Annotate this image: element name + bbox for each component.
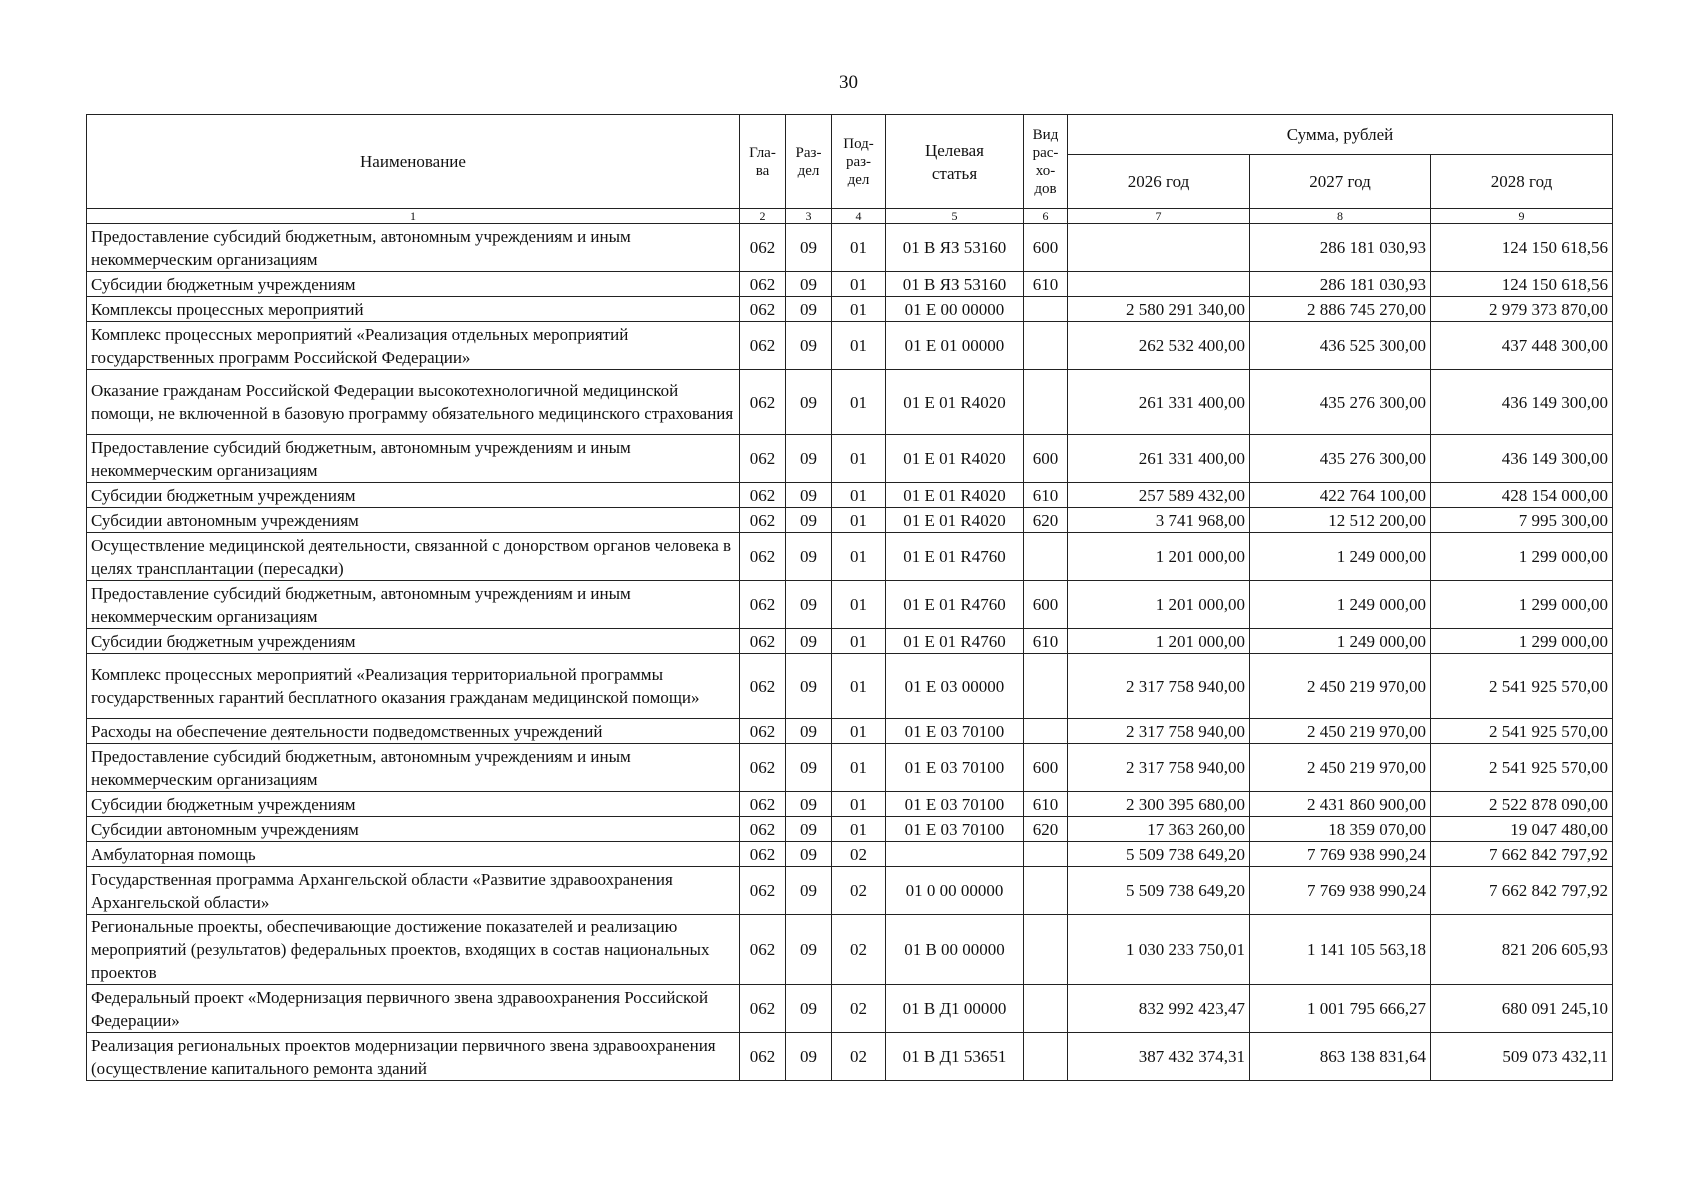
cell-glava: 062 — [740, 272, 786, 297]
cell-celevaya: 01 Е 01 R4020 — [886, 370, 1024, 435]
cell-name: Государственная программа Архангельской области «Развитие здравоохранения Архангельской области» — [87, 867, 740, 915]
cell-name: Реализация региональных проектов модернизации первичного звена здравоохранения (осуществление капитального ремонта зданий — [87, 1033, 740, 1081]
cell-razdel: 09 — [786, 581, 832, 629]
cell-2028: 19 047 480,00 — [1431, 817, 1613, 842]
cell-celevaya: 01 Е 01 R4760 — [886, 581, 1024, 629]
cell-podrazdel: 01 — [832, 533, 886, 581]
cell-vid: 600 — [1024, 435, 1068, 483]
cell-name: Субсидии бюджетным учреждениям — [87, 629, 740, 654]
cell-podrazdel: 01 — [832, 654, 886, 719]
cell-2027: 7 769 938 990,24 — [1250, 842, 1431, 867]
cell-2027: 286 181 030,93 — [1250, 224, 1431, 272]
table-row — [87, 842, 1613, 867]
header-glava: Гла- ва — [740, 115, 786, 209]
cell-2026: 832 992 423,47 — [1068, 985, 1250, 1033]
cell-podrazdel: 01 — [832, 719, 886, 744]
cell-2027: 7 769 938 990,24 — [1250, 867, 1431, 915]
cell-glava: 062 — [740, 297, 786, 322]
cell-celevaya: 01 Е 03 70100 — [886, 792, 1024, 817]
cell-2027: 1 141 105 563,18 — [1250, 915, 1431, 985]
header-vid: Вид рас- хо- дов — [1024, 115, 1068, 209]
cell-2028: 2 979 373 870,00 — [1431, 297, 1613, 322]
cell-name: Комплекс процессных мероприятий «Реализация отдельных мероприятий государственных программ Российской Федерации» — [87, 322, 740, 370]
cell-vid: 600 — [1024, 224, 1068, 272]
cell-2028: 428 154 000,00 — [1431, 483, 1613, 508]
cell-vid — [1024, 985, 1068, 1033]
cell-2026: 2 317 758 940,00 — [1068, 719, 1250, 744]
cell-name: Комплекс процессных мероприятий «Реализация территориальной программы государственных гарантий бесплатного оказания гражданам медицинской помощи» — [87, 654, 740, 719]
cell-name: Субсидии бюджетным учреждениям — [87, 483, 740, 508]
cell-podrazdel: 01 — [832, 322, 886, 370]
cell-vid: 610 — [1024, 272, 1068, 297]
cell-razdel: 09 — [786, 483, 832, 508]
table-row — [87, 654, 1613, 719]
cell-name: Субсидии бюджетным учреждениям — [87, 792, 740, 817]
cell-razdel: 09 — [786, 533, 832, 581]
cell-glava: 062 — [740, 508, 786, 533]
cell-vid — [1024, 533, 1068, 581]
cell-podrazdel: 01 — [832, 744, 886, 792]
table-row — [87, 867, 1613, 915]
cell-glava: 062 — [740, 817, 786, 842]
cell-celevaya: 01 В ЯЗ 53160 — [886, 272, 1024, 297]
cell-2026: 5 509 738 649,20 — [1068, 842, 1250, 867]
cell-name: Предоставление субсидий бюджетным, автономным учреждениям и иным некоммерческим организациям — [87, 581, 740, 629]
cell-celevaya: 01 Е 01 00000 — [886, 322, 1024, 370]
cell-name: Предоставление субсидий бюджетным, автономным учреждениям и иным некоммерческим организациям — [87, 744, 740, 792]
cell-glava: 062 — [740, 654, 786, 719]
cell-vid — [1024, 322, 1068, 370]
cell-2026: 261 331 400,00 — [1068, 370, 1250, 435]
cell-glava: 062 — [740, 744, 786, 792]
cell-celevaya: 01 Е 03 70100 — [886, 744, 1024, 792]
cell-glava: 062 — [740, 842, 786, 867]
cell-2027: 1 249 000,00 — [1250, 629, 1431, 654]
table-row — [87, 322, 1613, 370]
cell-2027: 436 525 300,00 — [1250, 322, 1431, 370]
column-number: 9 — [1431, 209, 1613, 224]
cell-razdel: 09 — [786, 1033, 832, 1081]
cell-vid: 600 — [1024, 581, 1068, 629]
header-razdel: Раз- дел — [786, 115, 832, 209]
cell-podrazdel: 01 — [832, 370, 886, 435]
cell-celevaya: 01 Е 03 70100 — [886, 719, 1024, 744]
cell-razdel: 09 — [786, 654, 832, 719]
cell-celevaya — [886, 842, 1024, 867]
table-row — [87, 272, 1613, 297]
table-row — [87, 533, 1613, 581]
cell-celevaya: 01 0 00 00000 — [886, 867, 1024, 915]
cell-2027: 2 450 219 970,00 — [1250, 744, 1431, 792]
cell-2028: 1 299 000,00 — [1431, 629, 1613, 654]
cell-podrazdel: 02 — [832, 842, 886, 867]
cell-podrazdel: 01 — [832, 297, 886, 322]
table-row — [87, 915, 1613, 985]
column-number: 1 — [87, 209, 740, 224]
cell-vid: 620 — [1024, 508, 1068, 533]
cell-2026: 1 201 000,00 — [1068, 629, 1250, 654]
cell-razdel: 09 — [786, 985, 832, 1033]
cell-razdel: 09 — [786, 719, 832, 744]
cell-glava: 062 — [740, 915, 786, 985]
table-row — [87, 370, 1613, 435]
table-row — [87, 435, 1613, 483]
cell-name: Субсидии бюджетным учреждениям — [87, 272, 740, 297]
cell-name: Осуществление медицинской деятельности, связанной с донорством органов человека в целях трансплантации (пересадки) — [87, 533, 740, 581]
cell-podrazdel: 02 — [832, 1033, 886, 1081]
cell-name: Субсидии автономным учреждениям — [87, 817, 740, 842]
cell-celevaya: 01 Е 01 R4020 — [886, 435, 1024, 483]
cell-podrazdel: 01 — [832, 581, 886, 629]
table-row — [87, 508, 1613, 533]
column-number: 3 — [786, 209, 832, 224]
header-name: Наименование — [87, 115, 740, 209]
cell-name: Предоставление субсидий бюджетным, автономным учреждениям и иным некоммерческим организациям — [87, 224, 740, 272]
cell-2028: 1 299 000,00 — [1431, 533, 1613, 581]
cell-2028: 2 541 925 570,00 — [1431, 654, 1613, 719]
cell-razdel: 09 — [786, 224, 832, 272]
cell-name: Субсидии автономным учреждениям — [87, 508, 740, 533]
column-number: 7 — [1068, 209, 1250, 224]
header-2028: 2028 год — [1431, 155, 1613, 209]
cell-glava: 062 — [740, 792, 786, 817]
cell-glava: 062 — [740, 867, 786, 915]
cell-2026: 2 300 395 680,00 — [1068, 792, 1250, 817]
cell-celevaya: 01 В ЯЗ 53160 — [886, 224, 1024, 272]
header-celevaya: Целевая статья — [886, 115, 1024, 209]
cell-2028: 821 206 605,93 — [1431, 915, 1613, 985]
cell-celevaya: 01 Е 03 00000 — [886, 654, 1024, 719]
cell-2026 — [1068, 272, 1250, 297]
cell-podrazdel: 02 — [832, 867, 886, 915]
column-number: 2 — [740, 209, 786, 224]
cell-2028: 7 662 842 797,92 — [1431, 842, 1613, 867]
cell-vid: 610 — [1024, 483, 1068, 508]
table-body — [87, 224, 1613, 1081]
header-row-1 — [87, 115, 1613, 155]
table-row — [87, 719, 1613, 744]
cell-2028: 2 541 925 570,00 — [1431, 744, 1613, 792]
cell-vid — [1024, 1033, 1068, 1081]
cell-2028: 2 522 878 090,00 — [1431, 792, 1613, 817]
cell-2027: 18 359 070,00 — [1250, 817, 1431, 842]
cell-razdel: 09 — [786, 322, 832, 370]
cell-name: Оказание гражданам Российской Федерации высокотехнологичной медицинской помощи, не включенной в базовую программу обязательного медицинского страхования — [87, 370, 740, 435]
cell-razdel: 09 — [786, 817, 832, 842]
cell-podrazdel: 01 — [832, 817, 886, 842]
cell-podrazdel: 01 — [832, 629, 886, 654]
cell-podrazdel: 01 — [832, 435, 886, 483]
cell-2028: 2 541 925 570,00 — [1431, 719, 1613, 744]
cell-name: Амбулаторная помощь — [87, 842, 740, 867]
cell-2026: 3 741 968,00 — [1068, 508, 1250, 533]
cell-2028: 1 299 000,00 — [1431, 581, 1613, 629]
cell-2028: 437 448 300,00 — [1431, 322, 1613, 370]
cell-2028: 509 073 432,11 — [1431, 1033, 1613, 1081]
cell-celevaya: 01 В Д1 53651 — [886, 1033, 1024, 1081]
cell-razdel: 09 — [786, 792, 832, 817]
cell-podrazdel: 01 — [832, 224, 886, 272]
cell-glava: 062 — [740, 1033, 786, 1081]
cell-glava: 062 — [740, 533, 786, 581]
column-number: 4 — [832, 209, 886, 224]
cell-2026 — [1068, 224, 1250, 272]
cell-vid — [1024, 915, 1068, 985]
cell-glava: 062 — [740, 719, 786, 744]
cell-vid: 600 — [1024, 744, 1068, 792]
cell-podrazdel: 02 — [832, 915, 886, 985]
cell-2028: 680 091 245,10 — [1431, 985, 1613, 1033]
cell-2026: 387 432 374,31 — [1068, 1033, 1250, 1081]
cell-2026: 262 532 400,00 — [1068, 322, 1250, 370]
table-row — [87, 483, 1613, 508]
table-row — [87, 629, 1613, 654]
cell-2026: 1 030 233 750,01 — [1068, 915, 1250, 985]
header-2027: 2027 год — [1250, 155, 1431, 209]
cell-celevaya: 01 Е 01 R4760 — [886, 533, 1024, 581]
cell-razdel: 09 — [786, 867, 832, 915]
cell-podrazdel: 01 — [832, 792, 886, 817]
cell-podrazdel: 02 — [832, 985, 886, 1033]
cell-glava: 062 — [740, 435, 786, 483]
table-row — [87, 744, 1613, 792]
cell-2027: 286 181 030,93 — [1250, 272, 1431, 297]
cell-glava: 062 — [740, 629, 786, 654]
cell-name: Комплексы процессных мероприятий — [87, 297, 740, 322]
cell-2027: 435 276 300,00 — [1250, 370, 1431, 435]
cell-celevaya: 01 Е 01 R4760 — [886, 629, 1024, 654]
cell-name: Расходы на обеспечение деятельности подведомственных учреждений — [87, 719, 740, 744]
cell-vid — [1024, 867, 1068, 915]
cell-razdel: 09 — [786, 435, 832, 483]
cell-2028: 7 662 842 797,92 — [1431, 867, 1613, 915]
cell-vid — [1024, 719, 1068, 744]
cell-podrazdel: 01 — [832, 508, 886, 533]
cell-2027: 863 138 831,64 — [1250, 1033, 1431, 1081]
column-number: 8 — [1250, 209, 1431, 224]
cell-celevaya: 01 Е 00 00000 — [886, 297, 1024, 322]
cell-glava: 062 — [740, 370, 786, 435]
cell-2027: 1 001 795 666,27 — [1250, 985, 1431, 1033]
header-2026: 2026 год — [1068, 155, 1250, 209]
budget-table — [86, 114, 1613, 1081]
table-row — [87, 792, 1613, 817]
cell-vid — [1024, 654, 1068, 719]
cell-2027: 435 276 300,00 — [1250, 435, 1431, 483]
cell-glava: 062 — [740, 322, 786, 370]
cell-2027: 2 431 860 900,00 — [1250, 792, 1431, 817]
cell-2027: 422 764 100,00 — [1250, 483, 1431, 508]
cell-glava: 062 — [740, 985, 786, 1033]
table-row — [87, 297, 1613, 322]
cell-glava: 062 — [740, 483, 786, 508]
cell-2028: 7 995 300,00 — [1431, 508, 1613, 533]
cell-2027: 2 450 219 970,00 — [1250, 654, 1431, 719]
cell-vid — [1024, 370, 1068, 435]
header-summa: Сумма, рублей — [1068, 115, 1613, 155]
cell-razdel: 09 — [786, 508, 832, 533]
cell-2026: 1 201 000,00 — [1068, 581, 1250, 629]
cell-glava: 062 — [740, 224, 786, 272]
cell-celevaya: 01 Е 03 70100 — [886, 817, 1024, 842]
cell-razdel: 09 — [786, 370, 832, 435]
cell-2028: 124 150 618,56 — [1431, 224, 1613, 272]
cell-2027: 2 450 219 970,00 — [1250, 719, 1431, 744]
page-number: 30 — [839, 72, 858, 93]
cell-2028: 436 149 300,00 — [1431, 435, 1613, 483]
table-row — [87, 985, 1613, 1033]
cell-vid — [1024, 297, 1068, 322]
cell-2027: 1 249 000,00 — [1250, 581, 1431, 629]
header-podrazdel: Под- раз- дел — [832, 115, 886, 209]
cell-2026: 2 317 758 940,00 — [1068, 654, 1250, 719]
cell-2026: 2 580 291 340,00 — [1068, 297, 1250, 322]
column-number: 6 — [1024, 209, 1068, 224]
table-row — [87, 224, 1613, 272]
cell-celevaya: 01 В 00 00000 — [886, 915, 1024, 985]
cell-2026: 1 201 000,00 — [1068, 533, 1250, 581]
cell-razdel: 09 — [786, 297, 832, 322]
cell-celevaya: 01 Е 01 R4020 — [886, 508, 1024, 533]
cell-podrazdel: 01 — [832, 483, 886, 508]
cell-vid — [1024, 842, 1068, 867]
cell-razdel: 09 — [786, 915, 832, 985]
column-number-row — [87, 209, 1613, 224]
cell-2027: 12 512 200,00 — [1250, 508, 1431, 533]
cell-podrazdel: 01 — [832, 272, 886, 297]
cell-razdel: 09 — [786, 744, 832, 792]
cell-razdel: 09 — [786, 842, 832, 867]
cell-2028: 436 149 300,00 — [1431, 370, 1613, 435]
cell-celevaya: 01 В Д1 00000 — [886, 985, 1024, 1033]
cell-name: Региональные проекты, обеспечивающие достижение показателей и реализацию мероприятий (результатов) федеральных проектов, входящих в состав национальных проектов — [87, 915, 740, 985]
cell-2026: 257 589 432,00 — [1068, 483, 1250, 508]
cell-2027: 1 249 000,00 — [1250, 533, 1431, 581]
cell-vid: 620 — [1024, 817, 1068, 842]
cell-2026: 5 509 738 649,20 — [1068, 867, 1250, 915]
cell-glava: 062 — [740, 581, 786, 629]
cell-2028: 124 150 618,56 — [1431, 272, 1613, 297]
cell-razdel: 09 — [786, 629, 832, 654]
cell-name: Предоставление субсидий бюджетным, автономным учреждениям и иным некоммерческим организациям — [87, 435, 740, 483]
table-row — [87, 581, 1613, 629]
cell-vid: 610 — [1024, 629, 1068, 654]
cell-razdel: 09 — [786, 272, 832, 297]
cell-celevaya: 01 Е 01 R4020 — [886, 483, 1024, 508]
table-row — [87, 817, 1613, 842]
cell-2026: 261 331 400,00 — [1068, 435, 1250, 483]
cell-vid: 610 — [1024, 792, 1068, 817]
cell-name: Федеральный проект «Модернизация первичного звена здравоохранения Российской Федерации» — [87, 985, 740, 1033]
table-row — [87, 1033, 1613, 1081]
cell-2026: 2 317 758 940,00 — [1068, 744, 1250, 792]
cell-2027: 2 886 745 270,00 — [1250, 297, 1431, 322]
column-number: 5 — [886, 209, 1024, 224]
cell-2026: 17 363 260,00 — [1068, 817, 1250, 842]
